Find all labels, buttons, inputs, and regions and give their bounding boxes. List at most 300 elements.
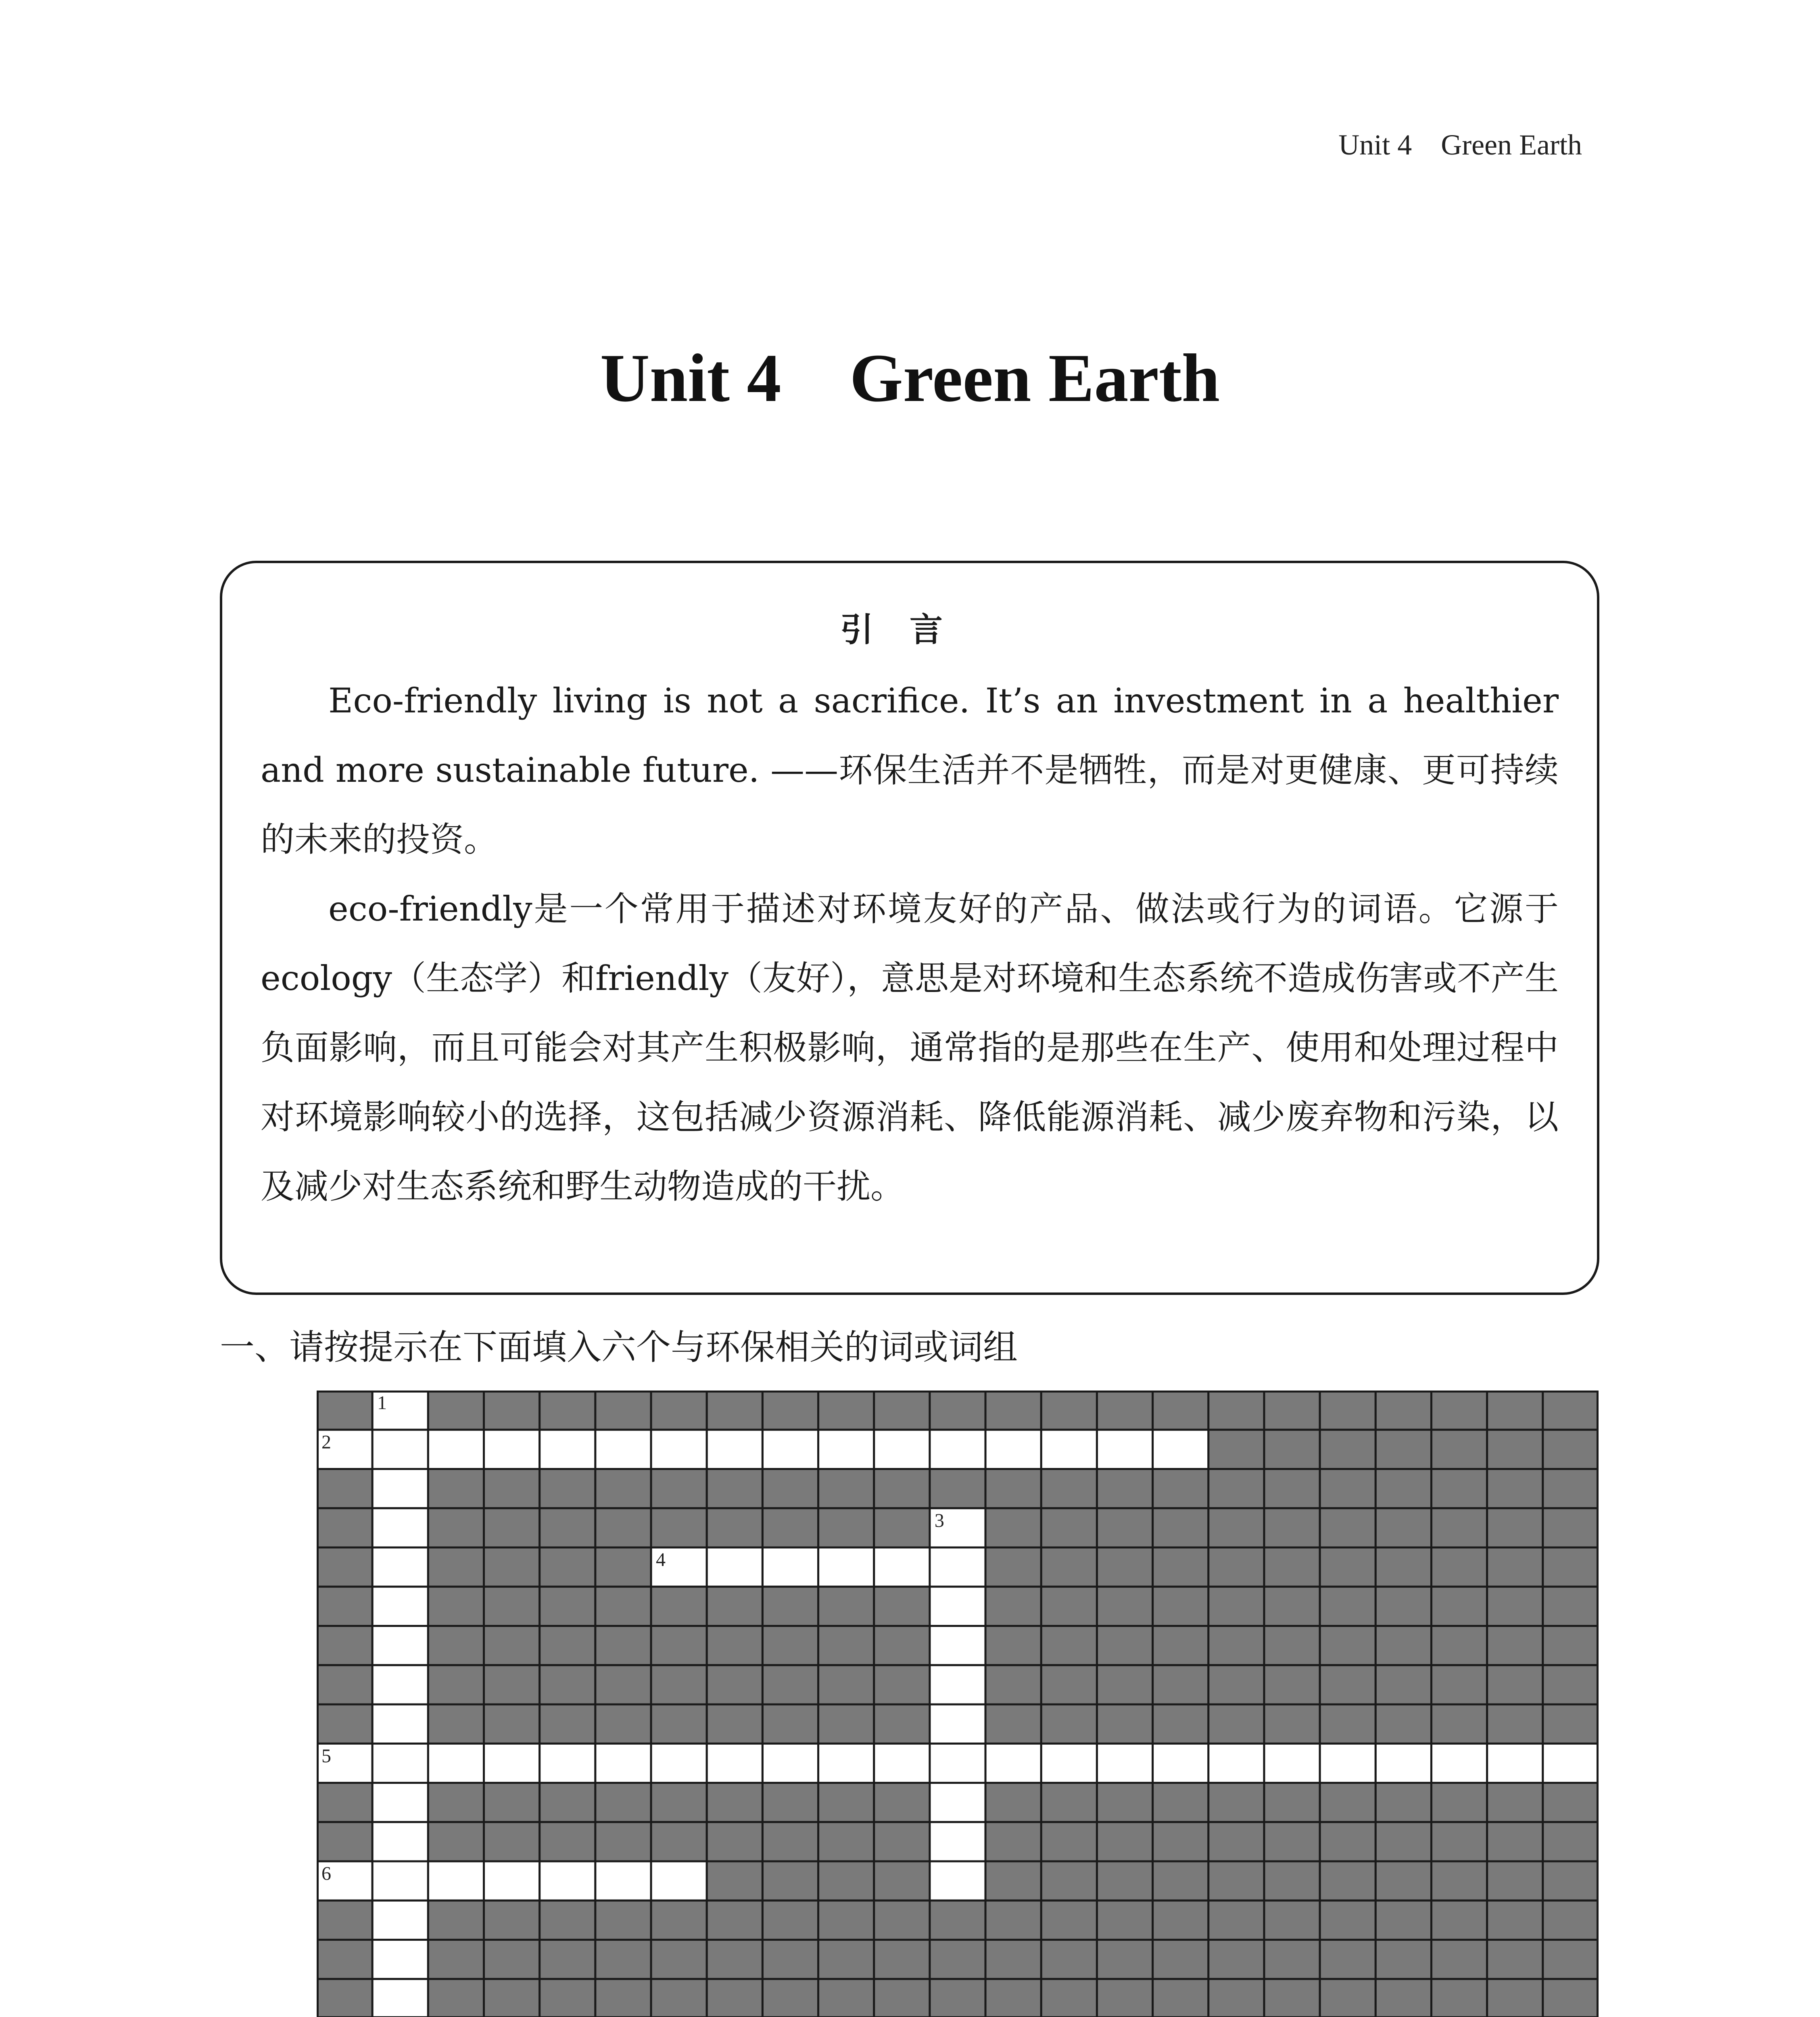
crossword-number-4: 4 [656,1549,666,1570]
crossword-cell-blocked [1097,1704,1152,1743]
crossword-cell-open[interactable] [484,1743,540,1783]
crossword-cell-blocked [1375,1704,1431,1743]
crossword-cell-blocked [818,1626,874,1665]
crossword-cell-blocked [707,1822,762,1861]
crossword-cell-blocked [1487,1979,1543,2017]
crossword-cell-blocked [1320,1783,1375,1822]
crossword-cell-blocked [1153,1822,1208,1861]
crossword-cell-blocked [1097,1391,1152,1430]
crossword-cell-blocked [707,1979,762,2017]
crossword-cell-blocked [1041,1469,1097,1508]
crossword-cell-open[interactable] [707,1743,762,1783]
crossword-cell-blocked [428,1940,484,1979]
crossword-cell-blocked [818,1861,874,1900]
crossword-cell-blocked [595,1704,651,1743]
crossword-cell-blocked [1041,1900,1097,1940]
crossword-cell-open[interactable] [1041,1430,1097,1469]
crossword-cell-blocked [317,1979,372,2017]
crossword-cell-blocked [1375,1900,1431,1940]
crossword-cell-open[interactable] [985,1743,1041,1783]
crossword-cell-blocked [1041,1861,1097,1900]
intro-paragraph: eco-friendly是一个常用于描述对环境友好的产品、做法或行为的词语。它源于ecology（生态学）和friendly（友好），意思是对环境和生态系统不造成伤害或不产生负面影响，而且可能会对其产生积极影响，通常指的是那些在生产、使用和处理过程中对环境影响较小的选择，这包括减少资源消耗、降低能源消耗、减少废弃物和污染，以及减少对生态系统和野生动物造成的干扰。 [261,889,1559,1206]
crossword-cell-blocked [484,1508,540,1547]
crossword-cell-open[interactable] [372,1665,428,1704]
crossword-cell-blocked [762,1822,818,1861]
crossword-cell-open[interactable] [651,1861,707,1900]
crossword-cell-blocked [818,1665,874,1704]
crossword-cell-blocked [762,1665,818,1704]
crossword-cell-blocked [1208,1861,1264,1900]
crossword-cell-open[interactable] [930,1861,985,1900]
crossword-cell-blocked [762,1979,818,2017]
crossword-cell-blocked [1264,1861,1320,1900]
crossword-cell-blocked [818,1783,874,1822]
crossword-cell-blocked [762,1783,818,1822]
crossword-cell-blocked [1543,1469,1599,1508]
crossword-cell-blocked [1041,1508,1097,1547]
crossword-cell-blocked [1543,1587,1599,1626]
crossword-cell-blocked [985,1900,1041,1940]
crossword-cell-open[interactable] [372,1940,428,1979]
crossword-cell-blocked [1431,1547,1487,1587]
crossword-cell-open[interactable] [1097,1430,1152,1469]
crossword-cell-blocked [1208,1430,1264,1469]
crossword-cell-blocked [540,1783,595,1822]
crossword-cell-blocked [1264,1587,1320,1626]
crossword-cell-blocked [1431,1587,1487,1626]
crossword-cell-blocked [1543,1979,1599,2017]
crossword-cell-blocked [1487,1940,1543,1979]
crossword-cell-blocked [1487,1508,1543,1547]
crossword-cell-blocked [651,1391,707,1430]
page-title: Unit 4 Green Earth [600,340,1220,416]
crossword-cell-blocked [1153,1783,1208,1822]
crossword-cell-blocked [762,1940,818,1979]
crossword-cell-blocked [317,1940,372,1979]
crossword-cell-blocked [595,1900,651,1940]
running-head: Unit 4 Green Earth [1338,129,1582,161]
crossword-cell-blocked [1487,1822,1543,1861]
crossword-cell-open[interactable] [372,1626,428,1665]
crossword-cell-blocked [1431,1391,1487,1430]
crossword-cell-blocked [1543,1665,1599,1704]
crossword-number-1: 1 [377,1392,387,1414]
crossword-cell-blocked [707,1391,762,1430]
crossword-cell-blocked [1264,1626,1320,1665]
crossword-cell-blocked [428,1704,484,1743]
crossword-cell-blocked [930,1900,985,1940]
crossword-cell-blocked [1153,1626,1208,1665]
crossword-cell-open[interactable] [372,1979,428,2017]
crossword-cell-blocked [1431,1430,1487,1469]
crossword-number-2: 2 [321,1431,331,1453]
crossword-cell-blocked [1320,1626,1375,1665]
crossword-cell-blocked [1431,1979,1487,2017]
crossword-cell-blocked [874,1900,930,1940]
crossword-cell-open[interactable] [930,1783,985,1822]
crossword-cell-blocked [1375,1861,1431,1900]
crossword-cell-blocked [484,1940,540,1979]
crossword-cell-blocked [818,1508,874,1547]
crossword-cell-blocked [818,1979,874,2017]
crossword-cell-blocked [1320,1704,1375,1743]
crossword-cell-blocked [930,1391,985,1430]
crossword-cell-blocked [762,1391,818,1430]
crossword-cell-open[interactable] [930,1626,985,1665]
crossword-cell-blocked [1543,1508,1599,1547]
crossword-cell-blocked [1431,1861,1487,1900]
crossword-cell-open[interactable] [372,1704,428,1743]
crossword-cell-blocked [707,1469,762,1508]
crossword-cell-open[interactable] [484,1861,540,1900]
crossword-cell-blocked [930,1979,985,2017]
crossword-cell-blocked [1543,1822,1599,1861]
crossword-cell-blocked [317,1783,372,1822]
crossword-cell-open[interactable] [930,1743,985,1783]
crossword-cell-blocked [1153,1665,1208,1704]
crossword-cell-blocked [428,1822,484,1861]
crossword-cell-blocked [762,1704,818,1743]
crossword-cell-open[interactable] [1487,1743,1543,1783]
crossword-cell-open[interactable] [930,1665,985,1704]
crossword-cell-blocked [1431,1900,1487,1940]
crossword-cell-blocked [1041,1940,1097,1979]
crossword-cell-blocked [595,1783,651,1822]
crossword-cell-blocked [1208,1900,1264,1940]
crossword-cell-open[interactable] [762,1430,818,1469]
crossword-cell-blocked [540,1547,595,1587]
crossword-cell-blocked [762,1861,818,1900]
crossword-cell-blocked [1208,1508,1264,1547]
crossword-cell-blocked [707,1704,762,1743]
crossword-cell-blocked [1264,1979,1320,2017]
crossword-cell-blocked [428,1391,484,1430]
crossword-cell-open[interactable] [372,1783,428,1822]
crossword-cell-blocked [1320,1391,1375,1430]
crossword-number-6: 6 [321,1863,331,1884]
crossword-cell-blocked [1264,1900,1320,1940]
crossword-cell-open[interactable] [372,1861,428,1900]
crossword-cell-blocked [1041,1783,1097,1822]
crossword-cell-open[interactable] [818,1547,874,1587]
crossword-cell-blocked [1543,1861,1599,1900]
crossword-cell-open[interactable] [540,1430,595,1469]
crossword-cell-blocked [540,1940,595,1979]
crossword-cell-blocked [1041,1626,1097,1665]
crossword-cell-blocked [985,1822,1041,1861]
crossword-cell-open[interactable] [930,1704,985,1743]
crossword-cell-blocked [707,1626,762,1665]
crossword-cell-open[interactable] [930,1430,985,1469]
crossword-cell-blocked [651,1704,707,1743]
crossword-cell-open[interactable] [428,1430,484,1469]
crossword-cell-blocked [651,1783,707,1822]
crossword-cell-blocked [540,1587,595,1626]
crossword-cell-open[interactable] [818,1430,874,1469]
crossword-cell-blocked [540,1704,595,1743]
crossword-cell-blocked [1487,1665,1543,1704]
crossword-cell-open[interactable] [818,1743,874,1783]
crossword-cell-open[interactable] [874,1547,930,1587]
crossword-cell-blocked [707,1940,762,1979]
crossword-cell-blocked [1375,1822,1431,1861]
crossword-cell-blocked [762,1587,818,1626]
crossword-cell-blocked [874,1587,930,1626]
crossword-cell-open[interactable] [372,1587,428,1626]
crossword-cell-blocked [595,1822,651,1861]
crossword-cell-open[interactable] [1375,1743,1431,1783]
crossword-cell-open[interactable] [930,1547,985,1587]
crossword-cell-blocked [874,1704,930,1743]
crossword-cell-blocked [651,1822,707,1861]
crossword-cell-blocked [651,1665,707,1704]
crossword-cell-blocked [1264,1665,1320,1704]
crossword-cell-blocked [595,1391,651,1430]
crossword-cell-blocked [1375,1940,1431,1979]
crossword-cell-blocked [317,1704,372,1743]
crossword-cell-blocked [428,1626,484,1665]
crossword-cell-blocked [1097,1587,1152,1626]
crossword-cell-open[interactable] [1041,1743,1097,1783]
crossword-cell-open[interactable] [595,1743,651,1783]
crossword-cell-blocked [317,1822,372,1861]
crossword-cell-blocked [818,1900,874,1940]
crossword-cell-blocked [540,1391,595,1430]
crossword-cell-blocked [985,1704,1041,1743]
crossword-cell-blocked [874,1391,930,1430]
crossword-cell-open[interactable] [1208,1743,1264,1783]
crossword-cell-open[interactable] [762,1743,818,1783]
crossword-cell-open[interactable] [762,1547,818,1587]
crossword-cell-blocked [1543,1704,1599,1743]
crossword-cell-blocked [1097,1626,1152,1665]
crossword-cell-blocked [707,1665,762,1704]
crossword-cell-open[interactable] [372,1430,428,1469]
crossword-cell-open[interactable] [595,1861,651,1900]
crossword-cell-blocked [985,1940,1041,1979]
crossword-cell-blocked [1543,1547,1599,1587]
crossword-cell-open[interactable] [1097,1743,1152,1783]
crossword-cell-blocked [818,1940,874,1979]
crossword-cell-blocked [1097,1547,1152,1587]
crossword-cell-blocked [484,1979,540,2017]
crossword-cell-blocked [985,1626,1041,1665]
crossword-cell-blocked [1320,1665,1375,1704]
crossword-cell-blocked [1320,1979,1375,2017]
crossword-cell-blocked [874,1979,930,2017]
crossword-cell-blocked [428,1469,484,1508]
crossword-cell-blocked [1097,1861,1152,1900]
crossword-cell-blocked [1264,1391,1320,1430]
crossword-cell-blocked [762,1508,818,1547]
crossword-cell-blocked [595,1626,651,1665]
intro-heading: 引言 [840,610,979,649]
crossword-cell-blocked [1320,1587,1375,1626]
crossword-cell-blocked [540,1665,595,1704]
crossword-cell-blocked [1487,1626,1543,1665]
crossword-cell-open[interactable] [372,1743,428,1783]
crossword-cell-blocked [428,1979,484,2017]
crossword-cell-blocked [818,1704,874,1743]
crossword-cell-blocked [985,1391,1041,1430]
crossword-cell-blocked [1264,1547,1320,1587]
intro-paragraph: Eco-friendly living is not a sacrifice. It’s an investment in a healthier and more sustainable future. ——环保生活并不是牺牲，而是对更健康、更可持续的未来的投资。 [261,681,1559,859]
crossword-cell-blocked [707,1861,762,1900]
crossword-cell-blocked [874,1940,930,1979]
crossword-cell-blocked [1264,1704,1320,1743]
crossword-cell-blocked [1487,1391,1543,1430]
crossword-cell-blocked [540,1979,595,2017]
crossword-cell-open[interactable] [540,1743,595,1783]
crossword-cell-blocked [1153,1587,1208,1626]
crossword-cell-blocked [985,1547,1041,1587]
crossword-cell-open[interactable] [372,1900,428,1940]
crossword-number-3: 3 [934,1510,944,1531]
crossword-cell-open[interactable] [985,1430,1041,1469]
crossword-cell-blocked [1041,1704,1097,1743]
crossword-cell-blocked [595,1547,651,1587]
crossword-cell-open[interactable] [930,1587,985,1626]
crossword-cell-blocked [1097,1940,1152,1979]
crossword-cell-blocked [484,1391,540,1430]
crossword-cell-blocked [818,1822,874,1861]
crossword-cell-blocked [484,1704,540,1743]
crossword-cell-blocked [1208,1783,1264,1822]
crossword-cell-open[interactable] [595,1430,651,1469]
crossword-cell-blocked [1264,1508,1320,1547]
crossword-cell-blocked [1153,1704,1208,1743]
crossword-cell-blocked [1375,1547,1431,1587]
crossword-cell-blocked [985,1979,1041,2017]
crossword-cell-blocked [874,1469,930,1508]
crossword-cell-blocked [1208,1665,1264,1704]
crossword-cell-blocked [484,1783,540,1822]
crossword-cell-blocked [317,1900,372,1940]
crossword-cell-blocked [1208,1704,1264,1743]
crossword-cell-blocked [1264,1430,1320,1469]
crossword-cell-blocked [651,1979,707,2017]
crossword-cell-blocked [1208,1587,1264,1626]
crossword-cell-blocked [1375,1391,1431,1430]
crossword-cell-blocked [1320,1861,1375,1900]
crossword-cell-blocked [1097,1979,1152,2017]
crossword-cell-blocked [930,1940,985,1979]
crossword-cell-blocked [1543,1626,1599,1665]
crossword-cell-blocked [1208,1391,1264,1430]
crossword-cell-blocked [985,1508,1041,1547]
crossword-cell-blocked [1264,1469,1320,1508]
crossword-cell-blocked [1320,1940,1375,1979]
crossword-cell-open[interactable] [428,1861,484,1900]
crossword-cell-open[interactable] [1264,1743,1320,1783]
crossword-cell-blocked [1320,1430,1375,1469]
crossword-cell-blocked [484,1587,540,1626]
crossword-cell-open[interactable] [372,1822,428,1861]
crossword-cell-blocked [1431,1626,1487,1665]
crossword-cell-blocked [1153,1900,1208,1940]
crossword-cell-open[interactable] [874,1743,930,1783]
crossword-cell-open[interactable] [707,1547,762,1587]
crossword-cell-open[interactable] [707,1430,762,1469]
crossword-cell-blocked [1264,1940,1320,1979]
crossword-cell-blocked [1153,1940,1208,1979]
crossword-cell-open[interactable] [484,1430,540,1469]
crossword-cell-blocked [1153,1469,1208,1508]
crossword-cell-blocked [762,1900,818,1940]
crossword-cell-blocked [595,1587,651,1626]
crossword-cell-open[interactable] [874,1430,930,1469]
crossword-cell-blocked [1487,1704,1543,1743]
crossword-cell-blocked [985,1587,1041,1626]
crossword-cell-blocked [1431,1783,1487,1822]
crossword-cell-blocked [428,1587,484,1626]
crossword-cell-blocked [930,1469,985,1508]
crossword-cell-blocked [1487,1783,1543,1822]
crossword-cell-blocked [1375,1430,1431,1469]
crossword-cell-blocked [1320,1508,1375,1547]
crossword-cell-blocked [818,1469,874,1508]
crossword-cell-blocked [484,1469,540,1508]
crossword-cell-open[interactable] [540,1861,595,1900]
crossword-cell-open[interactable] [1320,1743,1375,1783]
crossword-cell-open[interactable] [930,1822,985,1861]
crossword-cell-open[interactable] [372,1547,428,1587]
crossword-cell-blocked [1431,1508,1487,1547]
crossword-cell-blocked [1375,1469,1431,1508]
crossword-cell-open[interactable] [372,1469,428,1508]
crossword-cell-open[interactable] [1431,1743,1487,1783]
crossword-cell-blocked [1041,1979,1097,2017]
crossword-cell-blocked [985,1861,1041,1900]
crossword-cell-blocked [1097,1822,1152,1861]
crossword-cell-blocked [428,1783,484,1822]
crossword-cell-blocked [1097,1469,1152,1508]
crossword-cell-open[interactable] [651,1743,707,1783]
crossword-cell-blocked [540,1900,595,1940]
crossword-cell-blocked [540,1626,595,1665]
crossword-cell-open[interactable] [1153,1430,1208,1469]
crossword-cell-blocked [762,1626,818,1665]
crossword-number-5: 5 [321,1745,331,1767]
crossword-cell-blocked [1208,1547,1264,1587]
crossword-cell-blocked [874,1626,930,1665]
crossword-cell-blocked [317,1391,372,1430]
crossword-cell-blocked [707,1587,762,1626]
crossword-cell-blocked [1208,1469,1264,1508]
crossword-cell-open[interactable] [1543,1743,1599,1783]
crossword-cell-blocked [818,1391,874,1430]
crossword-cell-blocked [1487,1547,1543,1587]
crossword-cell-blocked [1487,1900,1543,1940]
crossword-cell-blocked [1320,1822,1375,1861]
crossword-cell-blocked [1264,1822,1320,1861]
crossword-cell-blocked [1153,1979,1208,2017]
crossword-cell-open[interactable] [1153,1743,1208,1783]
crossword-cell-blocked [595,1469,651,1508]
crossword-cell-blocked [985,1469,1041,1508]
crossword-cell-blocked [1487,1587,1543,1626]
crossword-cell-open[interactable] [651,1430,707,1469]
crossword-cell-blocked [762,1469,818,1508]
crossword-cell-blocked [428,1547,484,1587]
crossword-cell-blocked [317,1626,372,1665]
crossword-cell-blocked [1041,1391,1097,1430]
crossword-cell-open[interactable] [428,1743,484,1783]
crossword-cell-blocked [1431,1469,1487,1508]
crossword-cell-blocked [1431,1822,1487,1861]
crossword-cell-blocked [1153,1547,1208,1587]
crossword-cell-open[interactable] [372,1508,428,1547]
